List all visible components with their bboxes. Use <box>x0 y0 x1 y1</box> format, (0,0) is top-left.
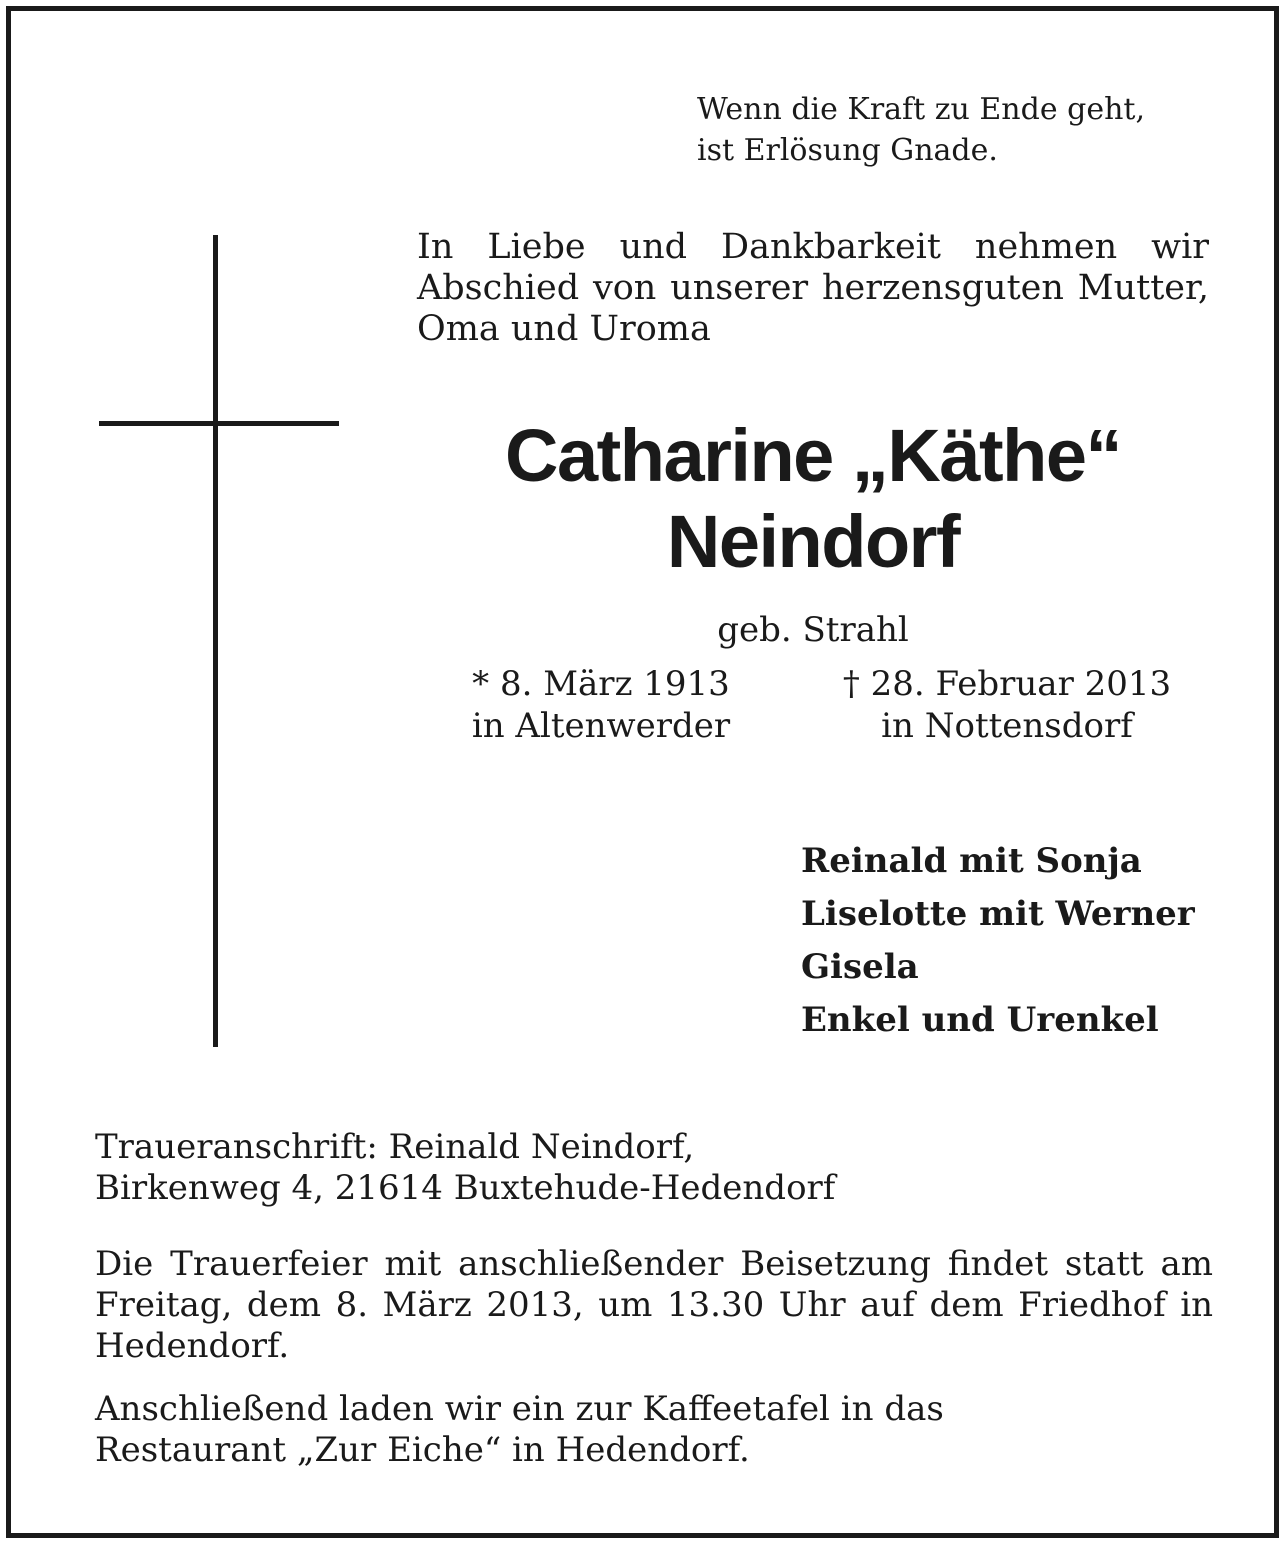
death-info <box>817 663 1197 747</box>
funeral-service-text: Die Trauerfeier mit anschließender Beisetzung findet statt am Freitag, dem 8. März 2013, um 13.30 Uhr auf dem Friedhof in Hedendorf. <box>95 1244 1213 1366</box>
mourner-entry: Enkel und Urenkel <box>801 1000 1159 1040</box>
motto-line: ist Erlösung Gnade. <box>697 133 998 168</box>
mourner-entry: Liselotte mit Werner <box>801 894 1195 934</box>
birth-date: * 8. März 1913 <box>472 664 730 704</box>
reception-line1: Anschließend laden wir ein zur Kaffeetafel in das <box>95 1389 944 1429</box>
mourning-address <box>95 1127 1213 1209</box>
obituary-notice <box>6 6 1279 1538</box>
death-place: in Nottensdorf <box>881 706 1133 746</box>
death-date: † 28. Februar 2013 <box>842 664 1172 704</box>
motto-line: Wenn die Kraft zu Ende geht, <box>697 92 1145 127</box>
birth-info <box>427 663 775 747</box>
intro-text: In Liebe und Dankbarkeit nehmen wir Abschied von unserer herzensguten Mutter, Oma und Uroma <box>417 227 1209 349</box>
mourners-list <box>801 835 1241 1047</box>
address-line1: Traueranschrift: Reinald Neindorf, <box>95 1127 695 1167</box>
reception-line2: Restaurant „Zur Eiche“ in Hedendorf. <box>95 1430 750 1470</box>
address-line2: Birkenweg 4, 21614 Buxtehude-Hedendorf <box>95 1168 836 1208</box>
maiden-name: geb. Strahl <box>717 610 909 650</box>
deceased-name <box>417 413 1209 585</box>
deceased-name-line1: Catharine „Käthe“ <box>505 414 1121 497</box>
birth-place: in Altenwerder <box>471 706 731 746</box>
reception-text <box>95 1389 1213 1471</box>
deceased-name-line2: Neindorf <box>666 500 960 583</box>
cross-icon <box>99 235 339 1047</box>
mourner-entry: Reinald mit Sonja <box>801 841 1142 881</box>
mourner-entry: Gisela <box>801 947 919 987</box>
motto-verse <box>697 89 1217 171</box>
